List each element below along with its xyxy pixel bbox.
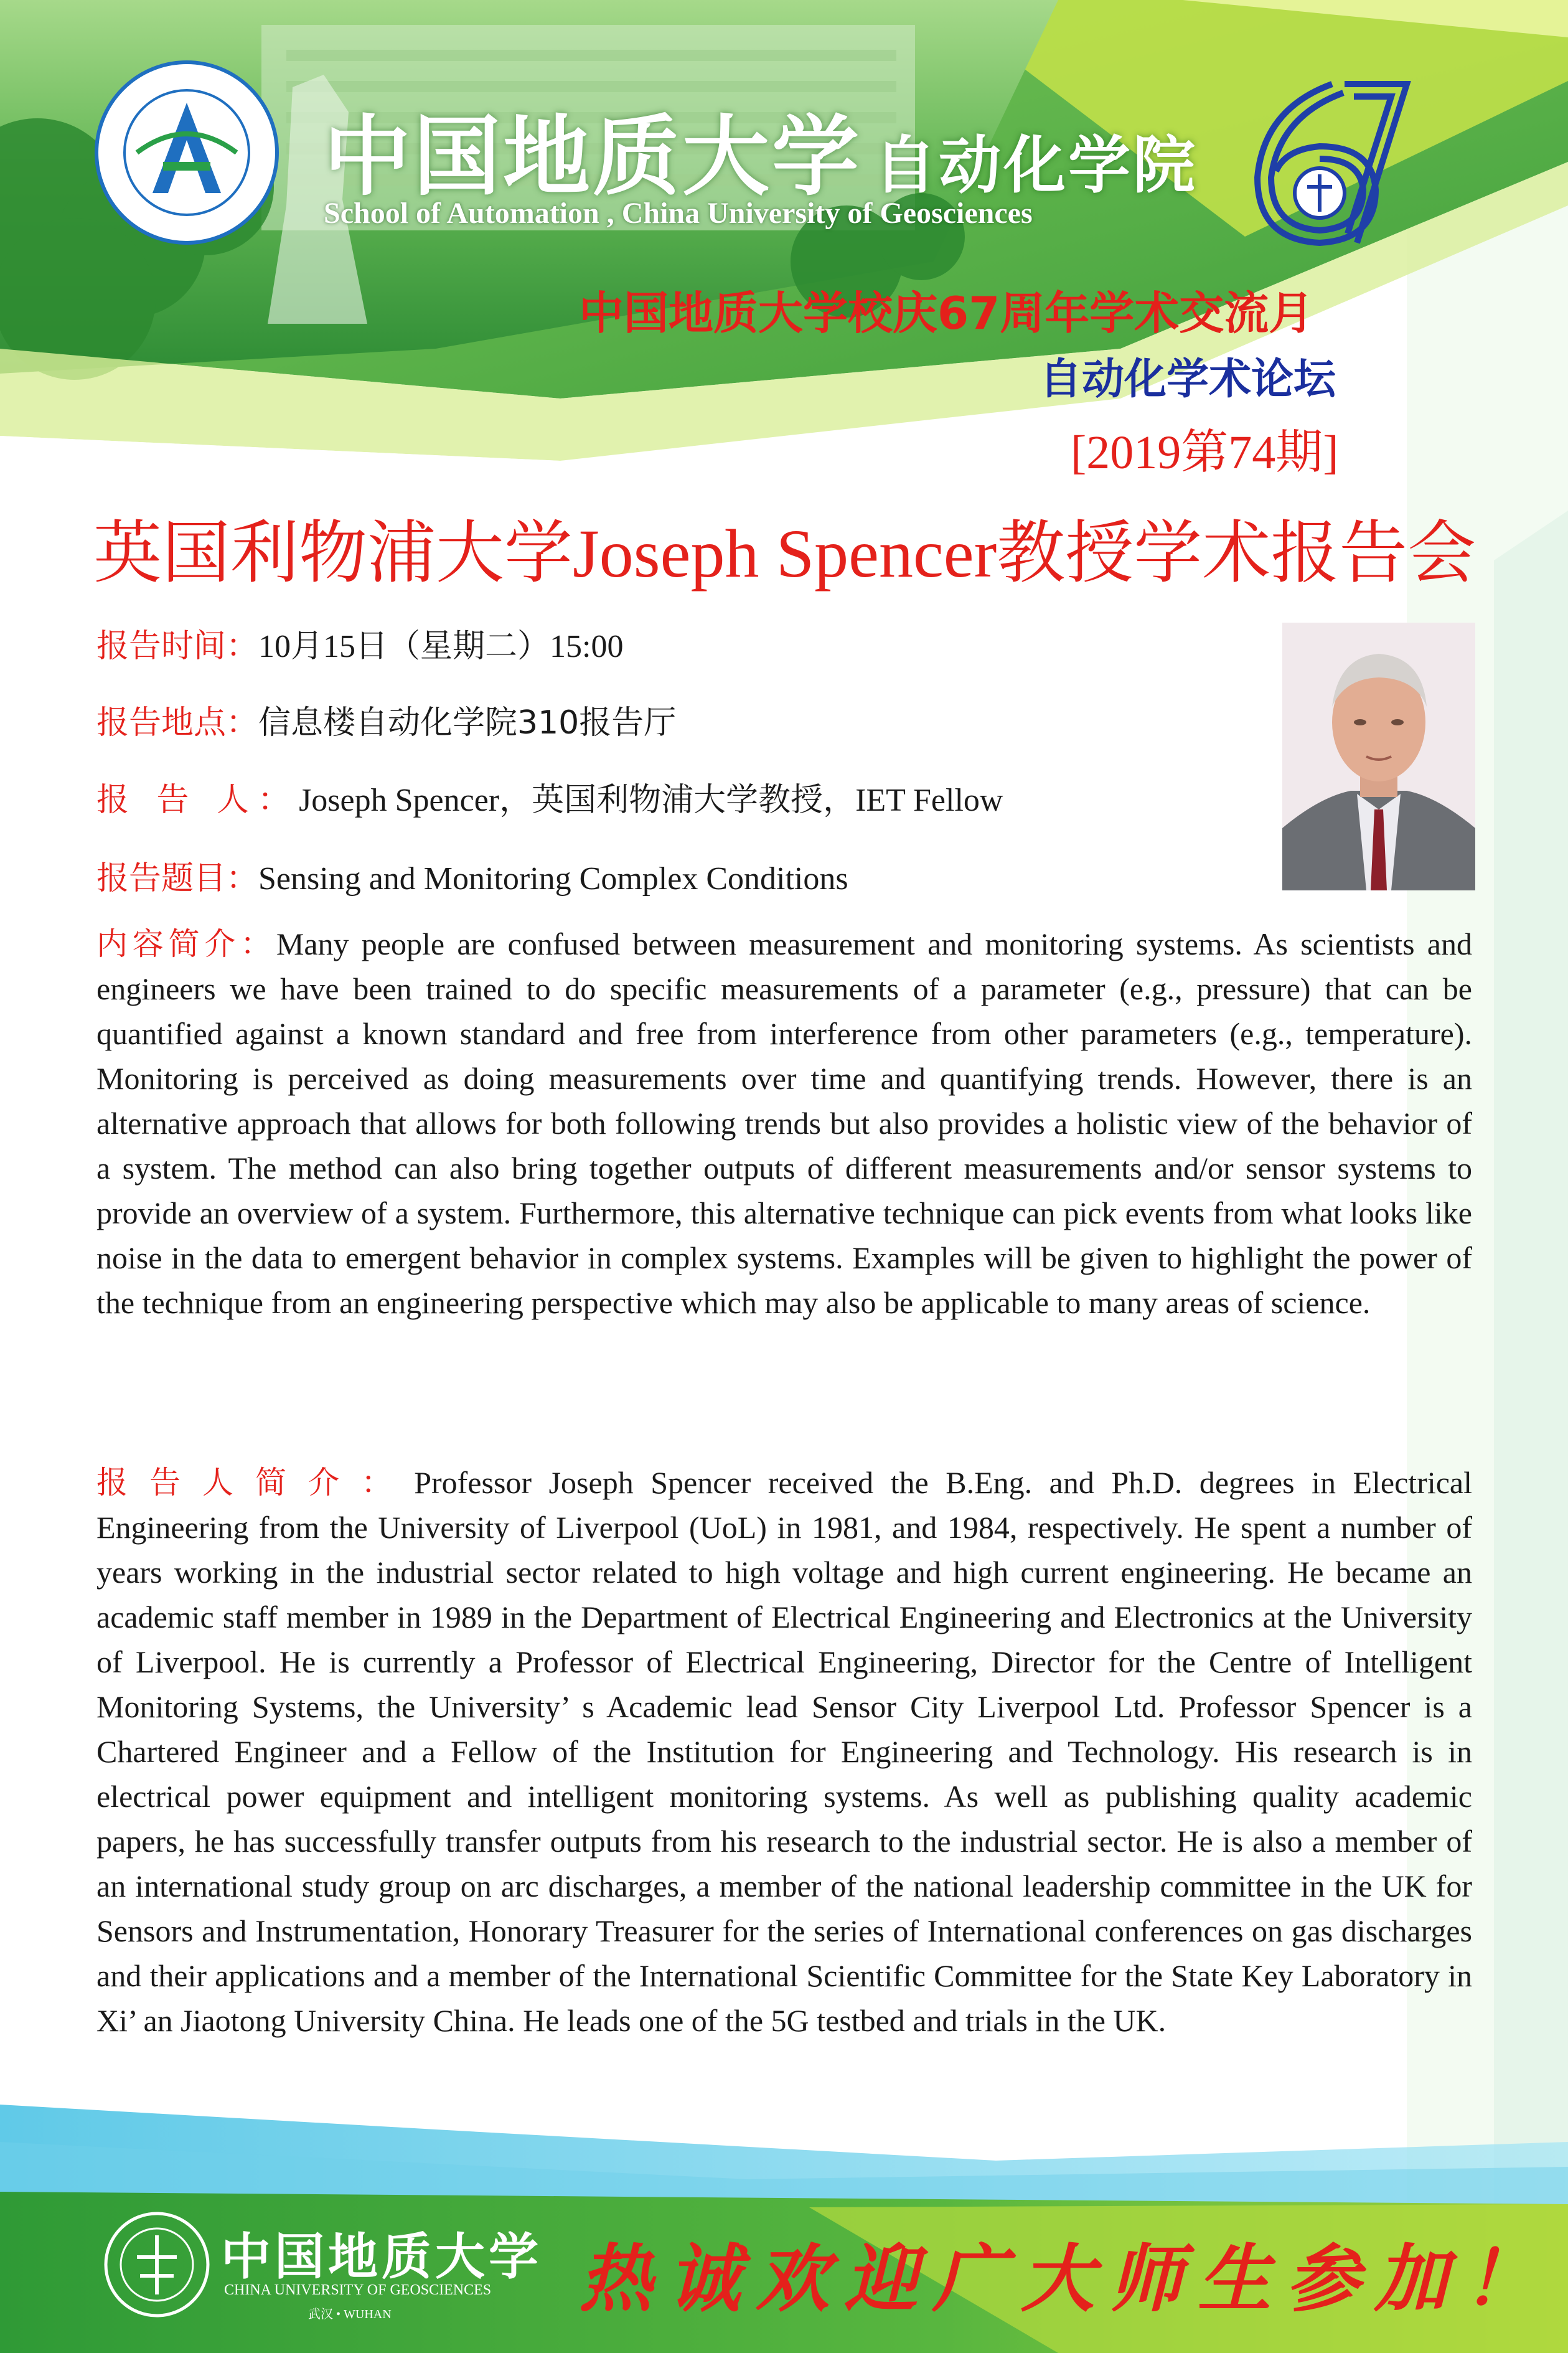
school-emblem bbox=[93, 59, 280, 246]
time-label: 报告时间： bbox=[96, 628, 259, 665]
forum-name: 自动化学术论坛 bbox=[1040, 355, 1336, 404]
series-title: 中国地质大学校庆67周年学术交流月 bbox=[579, 287, 1314, 339]
school-name-cn: 中国地质大学 自动化学院 bbox=[324, 106, 1198, 208]
anniversary-67-emblem bbox=[1226, 72, 1413, 258]
bio-paragraph bbox=[96, 1460, 1472, 2043]
footer-emblem bbox=[103, 2210, 212, 2319]
time-row bbox=[96, 620, 623, 666]
speaker-photo bbox=[1282, 623, 1475, 890]
footer-university-cn: 中国地质大学 bbox=[221, 2227, 542, 2286]
topic-value: Sensing and Monitoring Complex Conditions bbox=[258, 861, 848, 897]
time-value: 10月15日（星期二）15:00 bbox=[258, 629, 624, 664]
school-name-en: School of Automation , China University of Geosciences bbox=[324, 197, 1033, 230]
speaker-row bbox=[96, 773, 1003, 820]
abstract-paragraph bbox=[96, 922, 1472, 1325]
place-value: 信息楼自动化学院310报告厅 bbox=[258, 704, 677, 742]
abstract-label: 内容简介： bbox=[96, 926, 276, 962]
bio-text: Professor Joseph Spencer received the B.Eng. and Ph.D. degrees in Electrical Engineering from the University of Liverpool (UoL) in 1981, and 1984, respectively. He spent a number of years working in the industrial sector related to high voltage and high current engineering. He became an academic staff member in 1989 in the Department of Electrical Engineering and Electronics at the University of Liverpool. He is currently a Professor of Electrical Engineering, Director for the Centre of Intelligent Monitoring Systems, the University’ s Academic lead Sensor City Liverpool Ltd. Professor Spencer is a Chartered Engineer and a Fellow of the Institution for Engineering and Technology. His research is in electrical power equipment and intelligent monitoring systems. As well as publishing quality academic papers, he has successfully transfer outputs from his research to the industrial sector. He is also a member of an international study group on arc discharges, a member of the national leadership committee in the UK for Sensors and Instrumentation, Honorary Treasurer for the series of International conferences on gas discharges and their applications and a member of the International Scientific Committee for the State Key Laboratory in Xi’ an Jiaotong University China. He leads one of the 5G testbed and trials in the UK. bbox=[96, 1465, 1473, 2038]
footer-city: 武汉 • WUHAN bbox=[308, 2308, 392, 2321]
welcome-message: 热诚欢迎广大师生参加！ bbox=[579, 2235, 1552, 2322]
place-row bbox=[96, 696, 676, 743]
topic-label: 报告题目： bbox=[96, 860, 259, 897]
speaker-value: Joseph Spencer，英国利物浦大学教授，IET Fellow bbox=[299, 783, 1003, 818]
speaker-label: 报 告 人： bbox=[96, 781, 299, 819]
topic-row bbox=[96, 852, 848, 898]
main-title: 英国利物浦大学Joseph Spencer教授学术报告会 bbox=[93, 516, 1476, 592]
bio-label: 报告人简介： bbox=[96, 1464, 415, 1501]
issue-number: [2019第74期] bbox=[1071, 427, 1339, 479]
abstract-text: Many people are confused between measurement and monitoring systems. As scientists and engineers we have been trained to do specific measurements of a parameter (e.g., pressure) that can be quantified against a known standard and free from interference from other parameters (e.g., temperature). Monitoring is perceived as doing measurements over time and quantifying trends. However, there is an alternative approach that allows for both following trends but also provides a holistic view of the behavior of a system. The method can also bring together outputs of different measurements and/or sensor systems to provide an overview of a system. Furthermore, this alternative technique can pick events from what looks like noise in the data to emergent behavior in complex systems. Examples will be given to highlight the power of the technique from an engineering perspective which may also be applicable to many areas of science. bbox=[96, 927, 1473, 1320]
place-label: 报告地点： bbox=[96, 704, 259, 742]
footer-university-en: CHINA UNIVERSITY OF GEOSCIENCES bbox=[224, 2282, 492, 2298]
